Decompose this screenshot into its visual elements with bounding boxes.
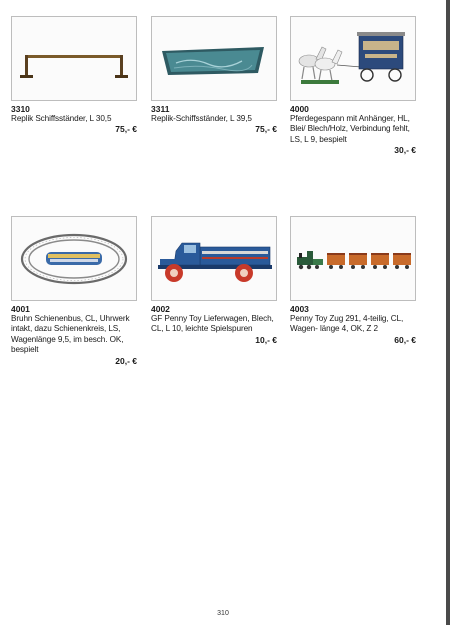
horse-cart-photo[interactable]: [290, 16, 416, 101]
lot-price: 75,- €: [255, 124, 277, 135]
lot-description: Replik-Schiffsständer, L 39,5: [151, 114, 252, 123]
lot-price: 20,- €: [115, 355, 137, 366]
lot-price: 75,- €: [115, 124, 137, 135]
ship-stand-icon: [152, 17, 276, 100]
delivery-truck-photo[interactable]: [151, 216, 277, 301]
toy-train-photo[interactable]: [290, 216, 416, 301]
toy-train-icon: [291, 217, 415, 300]
horse-cart-icon: [291, 17, 415, 100]
lot-description: GF Penny Toy Lieferwagen, Blech, CL, L 10, leichte Spielspuren: [151, 314, 274, 334]
lot-number: 4000: [290, 104, 309, 114]
lot-4000[interactable]: [290, 16, 416, 156]
lot-price: 60,- €: [394, 334, 416, 345]
lot-price: 10,- €: [255, 334, 277, 345]
lot-3311[interactable]: [151, 16, 277, 135]
lot-description: Pferdegespann mit Anhänger, HL, Blei/ Blech/Holz, Verbindung fehlt, LS, L 9, bespielt: [290, 114, 410, 144]
lot-price: 30,- €: [394, 145, 416, 156]
page-edge: [446, 0, 450, 625]
lot-number: 4003: [290, 304, 309, 314]
page-number: 310: [217, 610, 229, 617]
lot-number: 3311: [151, 104, 170, 114]
lot-description: Penny Toy Zug 291, 4-teilig, CL, Wagen- länge 4, OK, Z 2: [290, 314, 404, 334]
rail-bus-icon: [12, 217, 136, 300]
lot-description: Replik Schiffsständer, L 30,5: [11, 114, 112, 123]
lot-number: 3310: [11, 104, 30, 114]
rail-bus-photo[interactable]: [11, 216, 137, 301]
lot-description: Bruhn Schienenbus, CL, Uhrwerk intakt, dazu Schienenkreis, LS, Wagenlänge 9,5, im besch. OK, bespielt: [11, 314, 130, 355]
lot-number: 4002: [151, 304, 170, 314]
delivery-truck-icon: [152, 217, 276, 300]
lot-number: 4001: [11, 304, 30, 314]
lot-4003[interactable]: [290, 216, 416, 345]
lot-4002[interactable]: [151, 216, 277, 345]
ship-stand-icon: [12, 17, 136, 100]
lot-3310[interactable]: [11, 16, 137, 135]
lot-4001[interactable]: [11, 216, 137, 366]
ship-stand-photo[interactable]: [11, 16, 137, 101]
ship-stand-photo[interactable]: [151, 16, 277, 101]
